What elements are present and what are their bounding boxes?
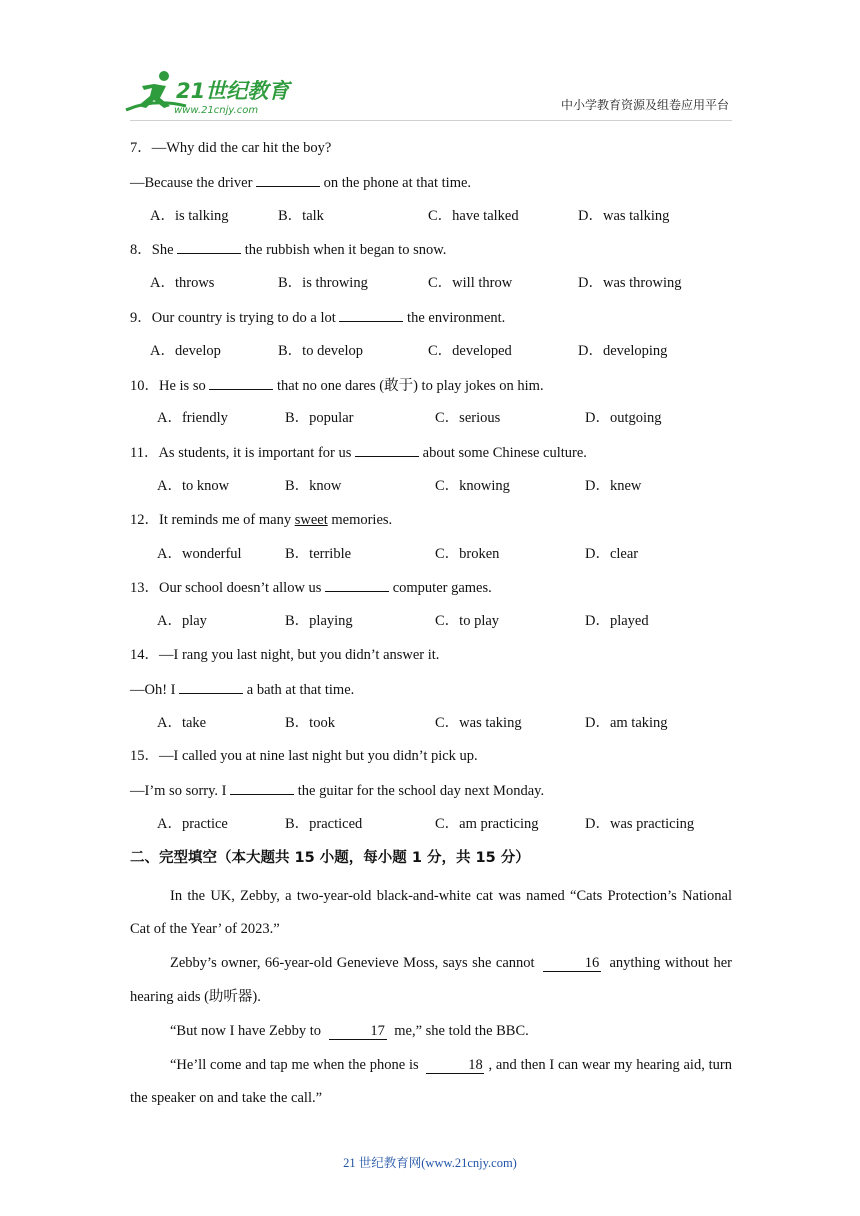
options-row (130, 204, 732, 238)
question-item (130, 373, 732, 441)
answer-option[interactable]: B．know (285, 477, 342, 494)
answer-option[interactable]: D．developing (578, 342, 668, 359)
answer-option[interactable]: D．played (585, 613, 649, 630)
answer-option[interactable]: D．outgoing (585, 410, 662, 427)
question-stem (130, 677, 732, 711)
text-run: 14．—I rang you last night, but you didn’t answer it. (130, 646, 440, 663)
answer-option[interactable]: C．developed (428, 342, 512, 359)
text-run: me,” she told the BBC. (390, 1022, 529, 1039)
question-stem (130, 136, 732, 170)
answer-blank[interactable] (209, 373, 273, 390)
site-logo (124, 68, 294, 118)
answer-option[interactable]: C．broken (435, 545, 500, 562)
question-item (130, 237, 732, 305)
text-run: 8．She (130, 242, 178, 259)
passage-paragraph (130, 1015, 732, 1049)
text-run: about some Chinese culture. (419, 445, 587, 462)
question-stem (130, 170, 732, 204)
header-divider (130, 120, 732, 121)
answer-option[interactable]: B．popular (285, 410, 354, 427)
answer-blank[interactable] (339, 305, 403, 322)
text-run: —I’m so sorry. I (130, 783, 231, 800)
answer-blank[interactable] (177, 237, 241, 254)
answer-option[interactable]: A．develop (150, 342, 221, 359)
options-row (130, 812, 732, 846)
cloze-blank[interactable]: 18 (426, 1057, 484, 1074)
question-stem (130, 440, 732, 474)
answer-option[interactable]: A．play (157, 613, 207, 630)
answer-option[interactable]: C．knowing (435, 477, 510, 494)
text-run: —Because the driver (130, 174, 257, 191)
answer-option[interactable]: D．was throwing (578, 275, 682, 292)
question-item (130, 643, 732, 744)
page-header (0, 0, 860, 125)
runner-logo-icon (124, 68, 294, 118)
options-row (130, 474, 732, 508)
options-row (130, 711, 732, 745)
answer-option[interactable]: D．was talking (578, 207, 670, 224)
question-stem (130, 778, 732, 812)
question-stem (130, 237, 732, 271)
cloze-blank[interactable]: 16 (543, 955, 601, 972)
answer-option[interactable]: A．is talking (150, 207, 229, 224)
text-run: Zebby’s owner, 66-year-old Genevieve Moss, says she cannot (170, 955, 540, 972)
answer-option[interactable]: D．clear (585, 545, 639, 562)
text-run: computer games. (389, 580, 492, 597)
options-row (130, 271, 732, 305)
answer-blank[interactable] (230, 778, 294, 795)
question-stem (130, 643, 732, 677)
text-run: memories. (327, 511, 393, 528)
answer-option[interactable]: A．throws (150, 275, 215, 292)
answer-option[interactable]: B．practiced (285, 815, 363, 832)
answer-option[interactable]: A．friendly (157, 410, 228, 427)
text-run: , and then I can wear my hearing aid, turn the speaker on and take the call.” (130, 1056, 732, 1107)
question-stem (130, 744, 732, 778)
question-item (130, 575, 732, 643)
answer-option[interactable]: B．took (285, 714, 335, 731)
section-title: 二、完型填空（本大题共 15 小题，每小题 1 分，共 15 分） (130, 849, 530, 866)
question-item (130, 440, 732, 508)
question-stem (130, 575, 732, 609)
answer-option[interactable]: D．was practicing (585, 815, 695, 832)
question-stem (130, 508, 732, 542)
text-run: a bath at that time. (243, 681, 355, 698)
text-run: 15．—I called you at nine last night but you didn’t pick up. (130, 748, 478, 765)
underlined-word: sweet (294, 511, 328, 528)
platform-caption: 中小学教育资源及组卷应用平台 (560, 98, 729, 112)
text-run: In the UK, Zebby, a two-year-old black-and-white cat was named “Cats Protection’s National Cat of the Year’ of 2023.” (130, 887, 732, 938)
answer-blank[interactable] (256, 170, 320, 187)
answer-option[interactable]: A．take (157, 714, 207, 731)
answer-option[interactable]: C．am practicing (435, 815, 539, 832)
options-row (130, 542, 732, 576)
answer-option[interactable]: C．serious (435, 410, 501, 427)
answer-option[interactable]: C．to play (435, 613, 500, 630)
logo-text: 21世纪教育 (176, 79, 290, 103)
answer-option[interactable]: B．terrible (285, 545, 352, 562)
text-run: that no one dares (敢于) to play jokes on him. (273, 377, 544, 394)
passage-paragraph (130, 947, 732, 1015)
text-run: “But now I have Zebby to (170, 1022, 325, 1039)
question-item (130, 305, 732, 373)
passage-paragraph (130, 1049, 732, 1117)
options-row (130, 609, 732, 643)
exam-content (130, 136, 732, 1116)
text-run: 7．—Why did the car hit the boy? (130, 140, 332, 156)
text-run: —Oh! I (130, 681, 180, 698)
text-run: “He’ll come and tap me when the phone is (170, 1056, 423, 1073)
cloze-blank[interactable]: 17 (329, 1023, 387, 1040)
answer-option[interactable]: A．practice (157, 815, 228, 832)
text-run: 11．As students, it is important for us (130, 445, 356, 462)
text-run: 9．Our country is trying to do a lot (130, 309, 340, 326)
footer-text: 21 世纪教育网(www.21cnjy.com) (343, 1156, 517, 1170)
text-run: the environment. (403, 309, 506, 326)
options-row (130, 406, 732, 440)
text-run: 12．It reminds me of many (130, 511, 295, 528)
answer-option[interactable]: B．talk (278, 207, 324, 224)
answer-option[interactable]: A．wonderful (157, 545, 242, 562)
answer-option[interactable]: C．will throw (428, 275, 513, 292)
answer-option[interactable]: A．to know (157, 477, 230, 494)
question-item (130, 136, 732, 237)
text-run: the rubbish when it began to snow. (241, 242, 447, 259)
text-run: on the phone at that time. (320, 174, 472, 191)
text-run: 13．Our school doesn’t allow us (130, 580, 326, 597)
answer-blank[interactable] (325, 575, 389, 592)
question-item (130, 744, 732, 845)
answer-option[interactable]: B．playing (285, 613, 353, 630)
text-run: 10．He is so (130, 377, 210, 394)
logo-url: www.21cnjy.com (174, 105, 259, 116)
answer-option[interactable]: D．am taking (585, 714, 668, 731)
answer-option[interactable]: D．knew (585, 477, 642, 494)
answer-option[interactable]: C．have talked (428, 207, 519, 224)
answer-option[interactable]: C．was taking (435, 714, 522, 731)
answer-blank[interactable] (179, 677, 243, 694)
passage-paragraph (130, 880, 732, 948)
answer-blank[interactable] (355, 440, 419, 457)
answer-option[interactable]: B．is throwing (278, 275, 368, 292)
question-item (130, 508, 732, 576)
question-stem (130, 373, 732, 407)
text-run: anything without her hearing aids (助听器). (130, 955, 732, 1005)
answer-option[interactable]: B．to develop (278, 342, 363, 359)
question-stem (130, 305, 732, 339)
text-run: the guitar for the school day next Monday. (294, 783, 545, 800)
options-row (130, 339, 732, 373)
